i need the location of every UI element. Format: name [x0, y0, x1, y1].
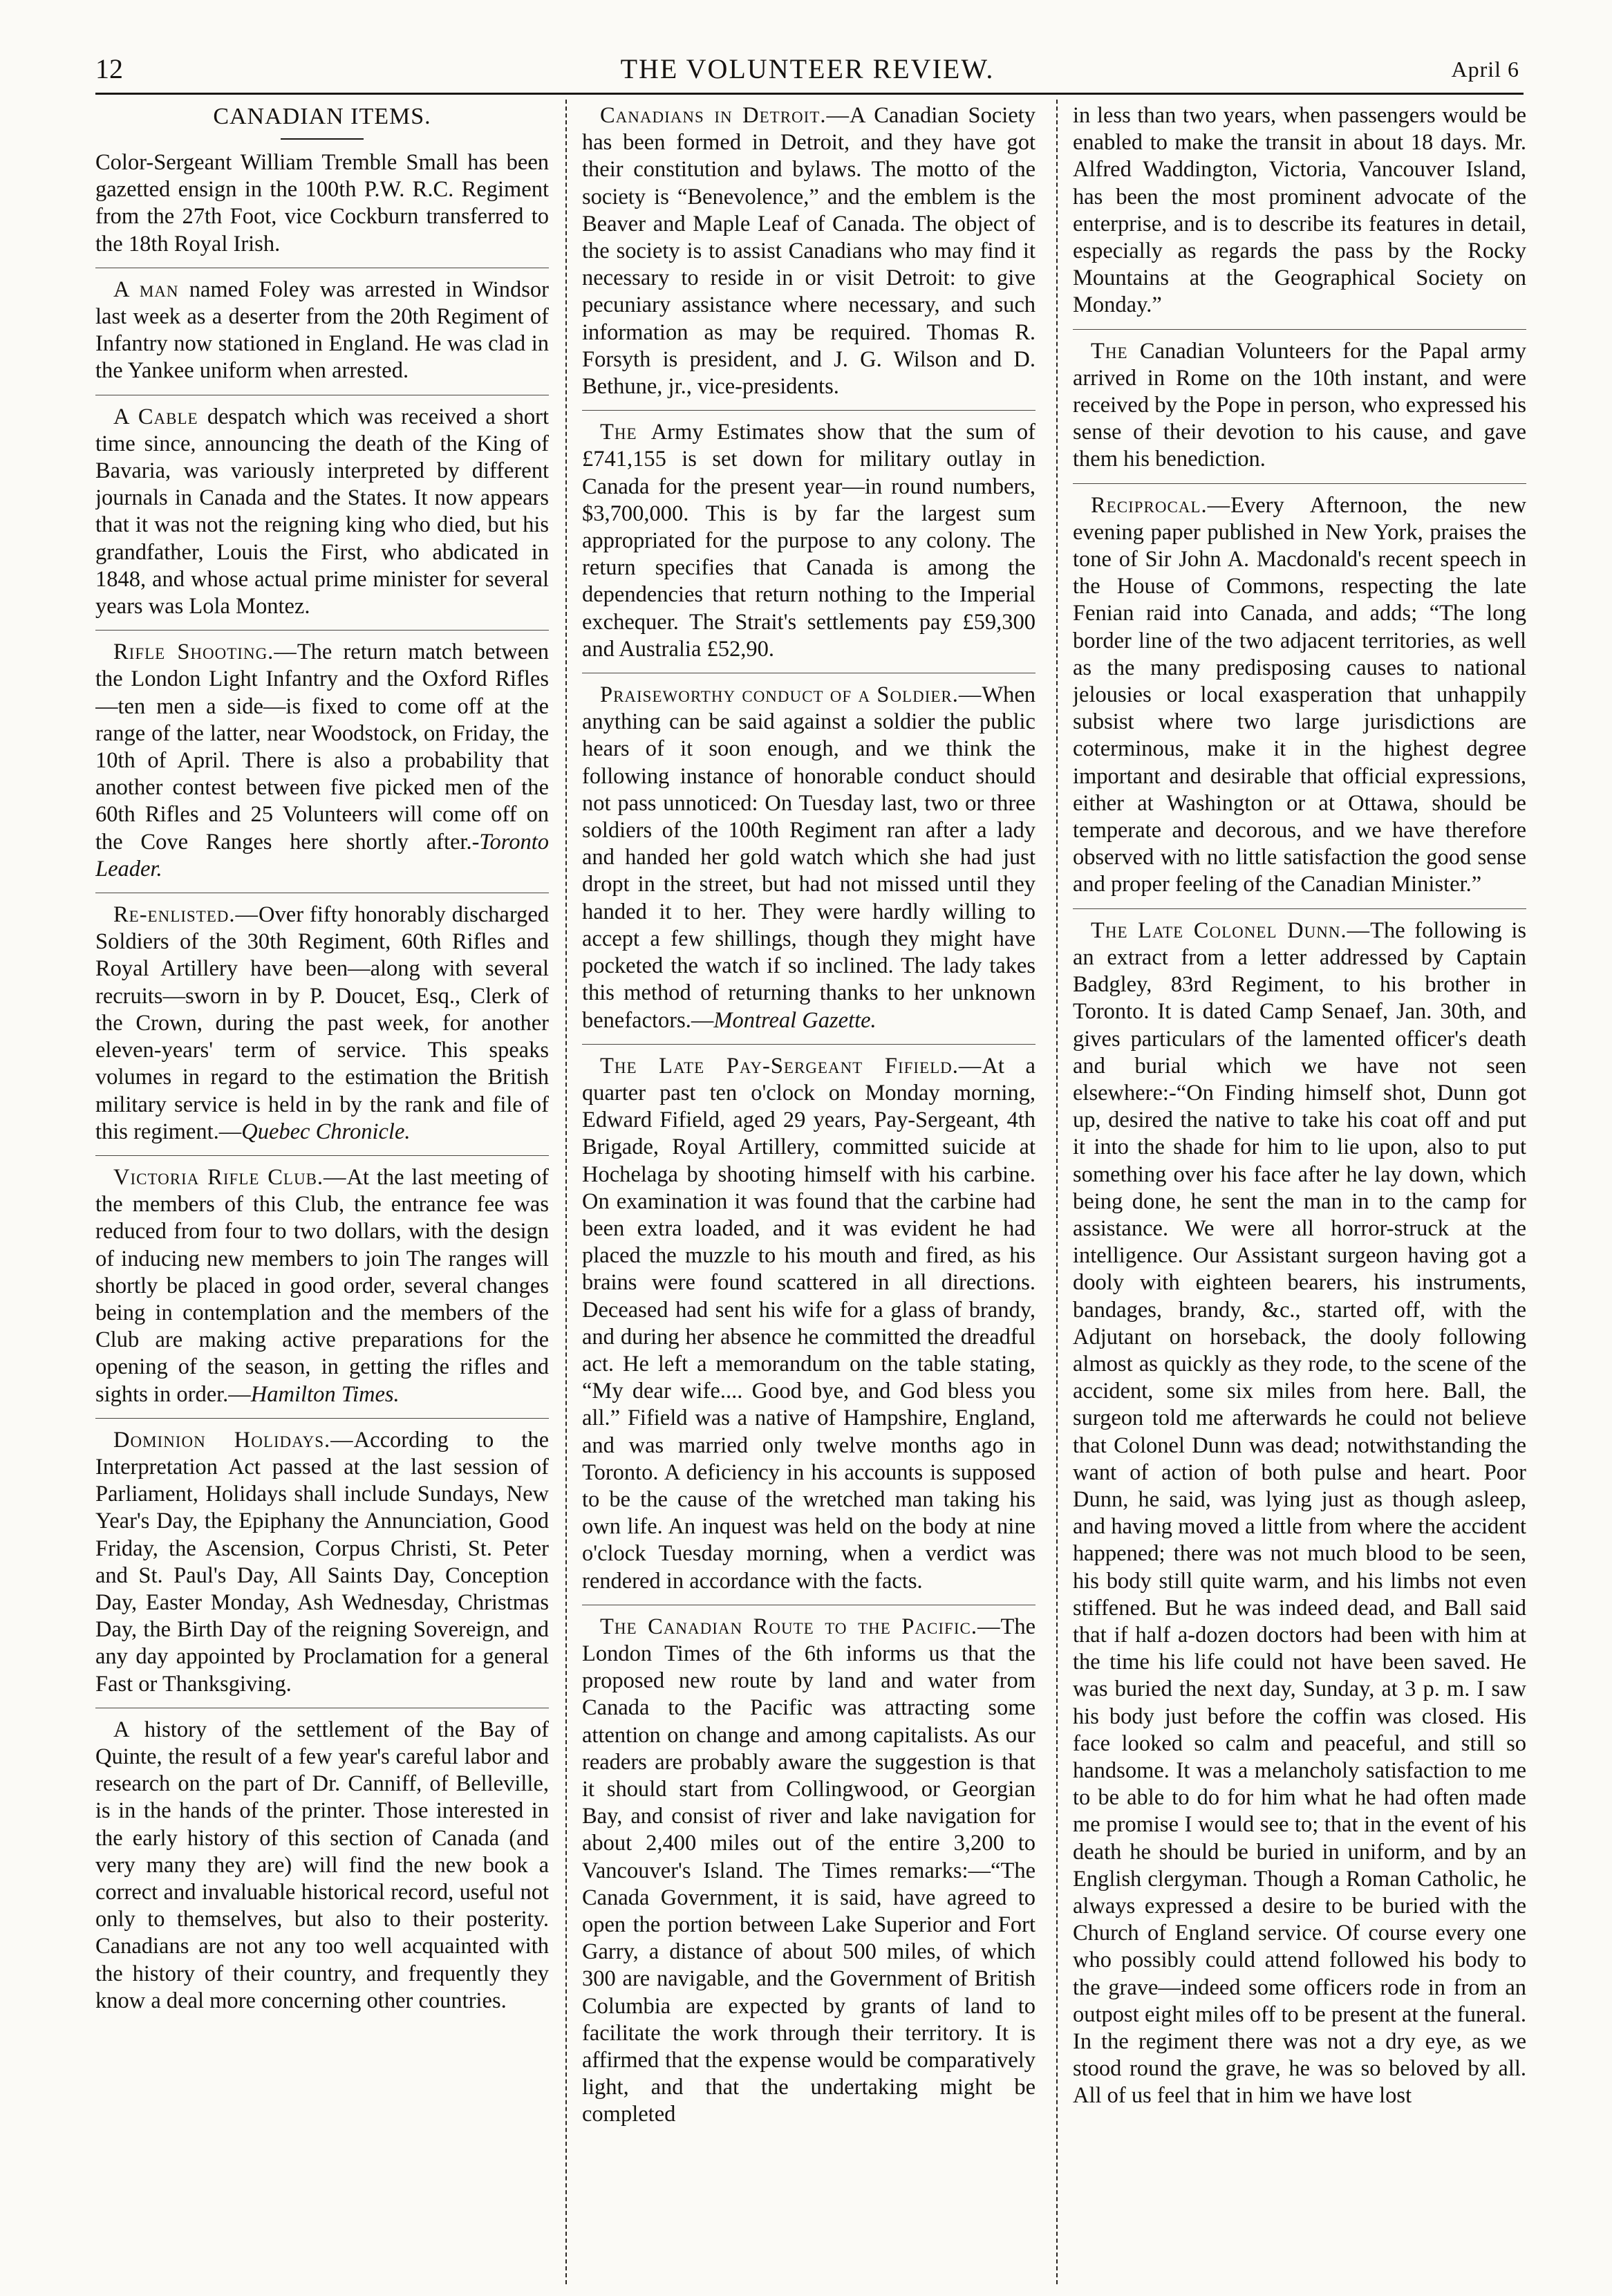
header-rule [95, 93, 1524, 95]
article-text [1073, 102, 1526, 319]
article-lead: The [1091, 338, 1140, 364]
article-body: The return match between the London Light Infantry and the Oxford Rifles—ten men a side—is fixed to come off at the range of the latter, near Woodstock, on Friday, the 10th of April. There is also a probability that another contest between five picked men of the 60th Rifles and 25 Volunteers will come off on the Cove Ranges here shortly after.- [95, 640, 549, 855]
article [582, 673, 1035, 1034]
article-body: A Canadian Society has been formed in Detroit, and they have got their constitution and bylaws. The motto of the society is “Benevolence,” and the emblem is the Beaver and Maple Leaf of Canada. The object of the society is to assist Canadians who may find it necessary to reside in or visit Detroit: to give pecuniary assistance where necessary, and such information as may be required. Thomas R. Forsyth is president, and J. G. Wilson and D. Bethune, jr., vice-presidents. [582, 103, 1035, 400]
article-body: Army Estimates show that the sum of £741,155 is set down for military outlay in Canada for the present year—in round numbers, $3,700,000. This is by far the largest sum appropriated for the purpose to any colony. The return specifies that Canada is among the dependencies that return nothing to the Imperial exchequer. The Strait's settlements pay £59,300 and Australia £52,90. [582, 420, 1035, 662]
article [95, 1155, 549, 1408]
article-text [1073, 492, 1526, 899]
article-lead: Victoria Rifle Club.— [113, 1164, 347, 1190]
article-lead: Praiseworthy conduct of a Soldier.— [600, 682, 982, 708]
article-lead: The [600, 420, 651, 445]
column-divider-1 [565, 100, 567, 2284]
article-lead: The Late Pay-Sergeant Fifield.— [600, 1053, 982, 1079]
page-number: 12 [95, 53, 123, 84]
article-text [95, 902, 549, 1146]
article [95, 630, 549, 883]
section-heading: CANADIAN ITEMS. [213, 104, 431, 129]
article-lead: A man [113, 277, 189, 302]
article-lead: Rifle Shooting.— [113, 640, 297, 665]
article-credit: Hamilton Times. [250, 1381, 400, 1407]
article-body: named Foley was arrested in Windsor last week as a deserter from the 20th Regiment of Infantry now stationed in England. He was clad in the Yankee uniform when arrested. [95, 277, 549, 384]
article [95, 1418, 549, 1698]
article-lead: A Cable [113, 404, 207, 429]
issue-date: April 6 [1451, 57, 1519, 82]
article-credit: Quebec Chronicle. [241, 1119, 411, 1144]
article-text [95, 1717, 549, 2015]
column-2 [582, 102, 1035, 2280]
article-text [1073, 917, 1526, 2110]
article-body: At the last meeting of the members of this Club, the entrance fee was reduced from four to two dollars, with the design of inducing new members to join The ranges will shortly be placed in good order, several changes being in contemplation and the members of the Club are making active preparations for the opening of the season, in getting the rifles and sights in order.— [95, 1164, 549, 1407]
article [95, 149, 549, 258]
article-text [582, 1053, 1035, 1595]
article [1073, 908, 1526, 2110]
column-3 [1073, 102, 1526, 2280]
article-body: history of the settlement of the Bay of Quinte, the result of a few year's careful labor and research on the part of Dr. Canniff, of Belleville, is in the hands of the printer. Those interested in the early history of this section of Canada (and very many they are) will find the new book a correct and invaluable historical record, useful not only to themselves, but also to their posterity. Canadians are not any too well acquainted with the history of their country, and frequently they know a deal more concerning other countries. [95, 1717, 549, 2013]
article-text [1073, 338, 1526, 474]
article-text [582, 1614, 1035, 2129]
masthead-title: THE VOLUNTEER REVIEW. [620, 53, 995, 84]
article-text [95, 404, 549, 621]
page-header [95, 51, 1519, 87]
article-text [95, 1427, 549, 1698]
article-body: The following is an extract from a letter addressed by Captain Badgley, 83rd Regiment, to his brother in Toronto. It is dated Camp Senaef, Jan. 30th, and gives particulars of the lamented officer's death and burial which we have not seen elsewhere:-“On Finding himself shot, Dunn got up, desired the native to take his coat off and put it into the shade for him to lie upon, also to put something over his face after he lay down, which being done, he sent the man in to the camp for assistance. We were all horror-struck at the intelligence. Our Assistant surgeon having got a dooly with eighteen bearers, his instruments, bandages, brandy, &c., started off, with the Adjutant on horseback, the dooly following almost as quickly as they rode, to the scene of the accident, some six miles from here. Ball, the surgeon told me afterwards he could not believe that Colonel Dunn was dead; notwithstanding the want of action of both pulse and heart. Poor Dunn, he said, was lying just as though asleep, and having moved a little from where the accident happened; there was not much blood to be seen, his body still quite warm, and his limbs not even stiffened. But he was indeed dead, and Ball said that if half a-dozen doctors had been with him at the time his life could not have been saved. He was buried the next day, Sunday, at 3 p. m. I saw his body just before the coffin was closed. His face looked so calm and peaceful, and still so handsome. It was a melancholy satisfaction to me to be able to do for him what he had often made me promise I would see to; that in the event of his death he should be buried in uniform, and by an English clergyman. Though a Roman Catholic, he always expressed a desire to be buried with the Church of England service. Of course every one who possibly could attend followed his body to the grave—indeed some officers rode in from an outpost eight miles off to be present at the funeral. In the regiment there was not a dry eye, as we stood round the grave, he was so beloved by all. All of us feel that in him we have lost [1073, 917, 1526, 2109]
article-text [582, 102, 1035, 400]
article-text [95, 639, 549, 883]
article [1073, 329, 1526, 474]
article-text [582, 419, 1035, 663]
article [582, 1605, 1035, 2129]
article [1073, 102, 1526, 319]
article [95, 1708, 549, 2015]
heading-rule [281, 138, 364, 140]
article-lead: Reciprocal.— [1091, 492, 1231, 518]
article [95, 395, 549, 621]
article [582, 102, 1035, 400]
article-body: At a quarter past ten o'clock on Monday morning, Edward Fifield, aged 29 years, Pay-Sergeant, 4th Brigade, Royal Artillery, committed suicide at Hochelaga by shooting himself with his carbine. On examination it was found that the carbine had been extra loaded, and it was evident he had placed the muzzle to his mouth and fired, as his brains were found scattered in all directions. Deceased had sent his wife for a glass of brandy, and during her absence he committed the dreadful act. He left a memorandum on the table stating, “My dear wife.... Good bye, and God bless you all.” Fifield was a native of Hampshire, England, and was married only twelve months ago in Toronto. A deficiency in his accounts is supposed to be the cause of the wretched man taking his own life. An inquest was held on the body at nine o'clock Tuesday morning, when a verdict was rendered in accordance with the facts. [582, 1053, 1035, 1594]
article [582, 410, 1035, 663]
article-credit: Montreal Gazette. [713, 1007, 877, 1033]
article-lead: The Late Colonel Dunn.— [1091, 917, 1371, 943]
article-text [95, 1164, 549, 1408]
article [582, 1044, 1035, 1595]
article-lead: Re-enlisted.— [113, 902, 259, 928]
article-body: despatch which was received a short time since, announcing the death of the King of Bavaria, was variously interpreted by different journals in Canada and the States. It now appears that it was not the reigning king who died, but his grandfather, Louis the First, who abdicated in 1848, and whose actual prime minister for several years was Lola Montez. [95, 404, 549, 619]
article-body: According to the Interpretation Act passed at the last session of Parliament, Holidays shall include Sundays, New Year's Day, the Epiphany the Annunciation, Good Friday, the Ascension, Corpus Christi, St. Peter and St. Paul's Day, All Saints Day, Conception Day, Easter Monday, Ash Wednesday, Christmas Day, the Birth Day of the reigning Sovereign, and any day appointed by Proclamation for a general Fast or Thanksgiving. [95, 1427, 549, 1697]
article-body: Color-Sergeant William Tremble Small has been gazetted ensign in the 100th P.W. R.C. Regiment from the 27th Foot, vice Cockburn transferred to the 18th Royal Irish. [95, 150, 549, 256]
article-body: When anything can be said against a soldier the public hears of it soon enough, and we think the following instance of honorable conduct should not pass unnoticed: On Tuesday last, two or three soldiers of the 100th Regiment ran after a lady and handed her gold watch which she had just dropt in the street, but had not missed until they handed it to her. They were hardly willing to accept a few shillings, though they might have pocketed the watch if so inclined. The lady takes this method of returning thanks to her unknown benefactors.— [582, 682, 1035, 1033]
article-credit: Toronto Leader. [95, 829, 549, 881]
article [95, 268, 549, 385]
article-lead: Dominion Holidays.— [113, 1427, 354, 1453]
article-lead: A [113, 1717, 144, 1742]
column-divider-2 [1056, 100, 1058, 2284]
article [95, 893, 549, 1146]
article-body: in less than two years, when passengers would be enabled to make the transit in about 18 days. Mr. Alfred Waddington, Victoria, Vancouver Island, has been the most prominent advocate of the enterprise, and is to describe its features in detail, especially as regards the pass by the Rocky Mountains at the Geographical Society on Monday.” [1073, 103, 1526, 318]
article-text [95, 277, 549, 385]
article-lead: Canadians in Detroit.— [600, 103, 850, 128]
article-body: Over fifty honorably discharged Soldiers of the 30th Regiment, 60th Rifles and Royal Artillery have been—along with several recruits—sworn in by P. Doucet, Esq., Clerk of the Crown, during the past week, for another eleven-years' term of service. This speaks volumes in regard to the estimation the British military service is held in by the rank and file of this regiment.— [95, 902, 549, 1144]
article-body: Canadian Volunteers for the Papal army arrived in Rome on the 10th instant, and were received by the Pope in person, who expressed his sense of their devotion to his cause, and gave them his benediction. [1073, 338, 1526, 472]
article-lead: The Canadian Route to the Pacific.— [600, 1614, 1001, 1639]
article-body: The London Times of the 6th informs us that the proposed new route by land and water from Canada to the Pacific was attracting some attention on change and among capitalists. As our readers are probably aware the suggestion is that it should start from Collingwood, or Georgian Bay, and consist of river and lake navigation for about 2,400 miles out of the entire 3,200 to Vancouver's Island. The Times remarks:—“The Canada Government, it is said, have agreed to open the portion between Lake Superior and Fort Garry, a distance of about 500 miles, of which 300 are navigable, and the Government of British Columbia are expected by grants of land to facilitate the work through their territory. It is affirmed that the expense would be comparatively light, and that the undertaking might be completed [582, 1614, 1035, 2127]
article-text [582, 682, 1035, 1034]
article-body: Every Afternoon, the new evening paper published in New York, praises the tone of Sir John A. Macdonald's recent speech in the House of Commons, respecting the late Fenian raid into Canada, and adds; “The long border line of the two adjacent territories, as well as the many predisposing causes to national jelousies or local exasperation that unhappily subsist where two large jurisdictions are coterminous, make it in the highest degree important and desirable that official expressions, either at Washington or at Ottawa, should be temperate and decorous, and we have therefore observed with no little satisfaction the good sense and proper feeling of the Canadian Minister.” [1073, 492, 1526, 897]
article-text [95, 149, 549, 258]
article [1073, 483, 1526, 899]
column-1 [95, 102, 549, 2280]
